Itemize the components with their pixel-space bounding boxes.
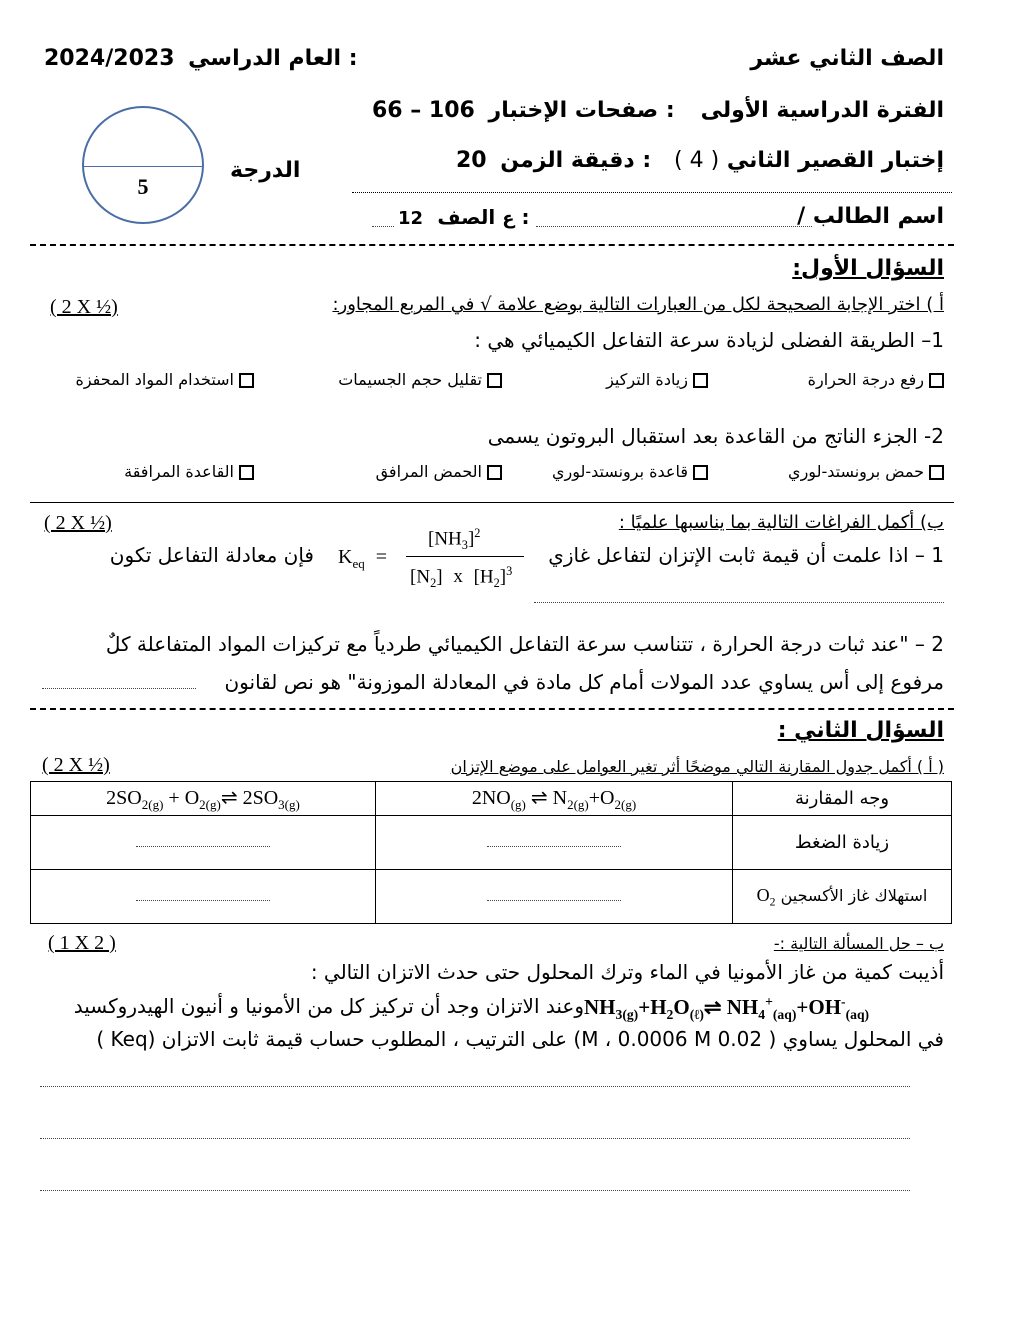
term-label: الفترة الدراسية الأولى: [700, 98, 944, 123]
pages-value: 66 – 106: [372, 98, 475, 123]
q2-part-b-instruction: ب – حل المسألة التالية :-: [773, 934, 944, 953]
q1-item2-option-3[interactable]: الحمض المرافق: [376, 462, 502, 481]
q2-title: السؤال الثاني :: [777, 718, 944, 743]
q1-item2-option-4[interactable]: القاعدة المرافقة: [124, 462, 254, 481]
academic-year-value: 2024/2023: [44, 46, 175, 71]
answer-cell-so2-pressure[interactable]: [31, 816, 376, 870]
q1-item1-option-4[interactable]: استخدام المواد المحفزة: [75, 370, 254, 389]
q2-problem-line3: في المحلول يساوي ( 0.02 M ، 0.0006 M) على الترتيب ، المطلوب حساب قيمة ثابت الاتزان (Keq ): [96, 1027, 944, 1051]
q2-part-a-instruction: ( أ ) أكمل جدول المقارنة التالي موضحًا أثر تغير العوامل على موضع الإتزان: [450, 757, 944, 776]
class-blank[interactable]: [372, 226, 394, 227]
q2-part-b-marks: ( 1 X 2 ): [48, 932, 116, 954]
q1-part-a-marks: ( 2 X ½): [50, 296, 118, 318]
checkbox-icon[interactable]: [239, 465, 254, 480]
equation-so2: $2SO_{2(g)}$ + $O_{2(g)}\rightleftharpoons$ $2SO_{3(g)}$: [106, 786, 300, 812]
time-info: [456, 148, 651, 173]
q1-part-b-instruction: ب) أكمل الفراغات التالية بما يناسبها علميًا :: [618, 512, 944, 533]
score-divider: [84, 166, 202, 167]
table-header-label: وجه المقارنة: [733, 782, 952, 816]
table-row: [31, 870, 952, 924]
time-label: الزمن :: [500, 148, 652, 173]
checkbox-icon[interactable]: [693, 465, 708, 480]
table-row: [31, 816, 952, 870]
class-value: 12 ع: [398, 208, 515, 229]
q1-item1-question: 1– الطريقة الفضلى لزيادة سرعة التفاعل الكيميائي هي :: [474, 328, 944, 352]
checkbox-icon[interactable]: [487, 465, 502, 480]
q1-b2-line2: مرفوع إلى أس يساوي عدد المولات أمام كل مادة في المعادلة الموزونة" هو نص لقانون: [224, 670, 944, 694]
academic-year: [44, 46, 358, 71]
checkbox-icon[interactable]: [929, 373, 944, 388]
quiz-title: [674, 148, 944, 173]
answer-line[interactable]: [40, 1138, 910, 1139]
checkbox-icon[interactable]: [693, 373, 708, 388]
comparison-table: [30, 781, 952, 924]
pages-label: صفحات الإختبار :: [488, 98, 675, 123]
grade-label: الصف الثاني عشر: [750, 46, 944, 71]
q2-problem-line2-text: وعند الاتزان وجد أن تركيز كل من الأمونيا و أنيون الهيدروكسيد: [73, 994, 584, 1018]
pages-info: [372, 98, 675, 123]
q1-item1-option-1[interactable]: رفع درجة الحرارة: [808, 370, 944, 389]
class-label: الصف :: [437, 205, 530, 229]
academic-year-label: العام الدراسي :: [188, 46, 358, 71]
header-divider: [30, 244, 954, 246]
q1-part-divider: [30, 502, 954, 503]
header-dotted-rule: [352, 192, 952, 193]
score-total: 5: [137, 174, 149, 199]
q1-item2-option-1[interactable]: حمض برونستد-لوري: [788, 462, 944, 481]
answer-line[interactable]: [40, 1190, 910, 1191]
q1-title: السؤال الأول:: [792, 256, 944, 281]
q1-divider: [30, 708, 954, 710]
table-col-no: [376, 782, 733, 816]
q2-problem-line1: أذيبت كمية من غاز الأمونيا في الماء وترك المحلول حتى حدث الاتزان التالي :: [310, 960, 944, 984]
row-label-oxygen: استهلاك غاز الأكسجين $O_2$: [733, 870, 952, 924]
q1-b1-text-start: 1 – اذا علمت أن قيمة ثابت الإتزان لتفاعل غازي: [548, 543, 944, 567]
checkbox-icon[interactable]: [929, 465, 944, 480]
student-name-label: اسم الطالب /: [797, 204, 944, 229]
quiz-number: ( 4 ): [674, 148, 720, 173]
answer-line[interactable]: [40, 1086, 910, 1087]
score-circle: [82, 106, 204, 224]
q1-item1-option-3[interactable]: تقليل حجم الجسيمات: [338, 370, 502, 389]
answer-cell-no-oxygen[interactable]: [376, 870, 733, 924]
answer-cell-so2-oxygen[interactable]: [31, 870, 376, 924]
score-label: الدرجة: [230, 158, 301, 183]
q2-part-a-marks: ( 2 X ½): [42, 754, 110, 776]
keq-denominator: $[N_2]$ x $[H_2]^3$: [410, 564, 513, 591]
keq-label: $K_{eq}$ =: [338, 546, 388, 571]
q1-item1-option-2[interactable]: زيادة التركيز: [606, 370, 708, 389]
equation-no: $2NO_{(g)}$ ⇌ $N_{2(g)}+O_{2(g)}$: [471, 786, 637, 812]
q1-part-a-instruction: أ ) اختر الإجابة الصحيحة لكل من العبارات التالية بوضع علامة √ في المربع المجاور:: [332, 294, 944, 315]
q1-b2-line1: 2 – "عند ثبات درجة الحرارة ، تتناسب سرعة التفاعل الكيميائي طردياً مع تركيزات المواد المتفاعلة كلٌ: [105, 632, 944, 656]
row-label-pressure: زيادة الضغط: [733, 816, 952, 870]
checkbox-icon[interactable]: [239, 373, 254, 388]
table-col-so2: [31, 782, 376, 816]
q1-b1-answer-blank[interactable]: [534, 602, 944, 603]
q1-b1-text-end: فإن معادلة التفاعل تكون: [109, 543, 314, 567]
checkbox-icon[interactable]: [487, 373, 502, 388]
q2-equilibrium-equation: $NH_{3(g)}+H_2O_{(\ell)}\rightleftharpoons$ $NH_4^+_{(aq)}+OH^-_{(aq)}$: [584, 994, 870, 1023]
q1-b2-answer-blank[interactable]: [42, 688, 196, 689]
keq-fraction-bar: [406, 556, 524, 557]
class-info: [398, 205, 529, 229]
keq-numerator: $[NH_3]^2$: [428, 526, 481, 553]
q1-part-b-marks: ( 2 X ½): [44, 512, 112, 534]
table-header-row: [31, 782, 952, 816]
time-value: 20 دقيقة: [456, 148, 635, 173]
student-name-input[interactable]: [536, 226, 812, 227]
q1-item2-option-2[interactable]: قاعدة برونستد-لوري: [552, 462, 708, 481]
q1-item2-question: 2- الجزء الناتج من القاعدة بعد استقبال البروتون يسمى: [487, 424, 944, 448]
answer-cell-no-pressure[interactable]: [376, 816, 733, 870]
quiz-title-text: إختبار القصير الثاني: [726, 148, 944, 173]
